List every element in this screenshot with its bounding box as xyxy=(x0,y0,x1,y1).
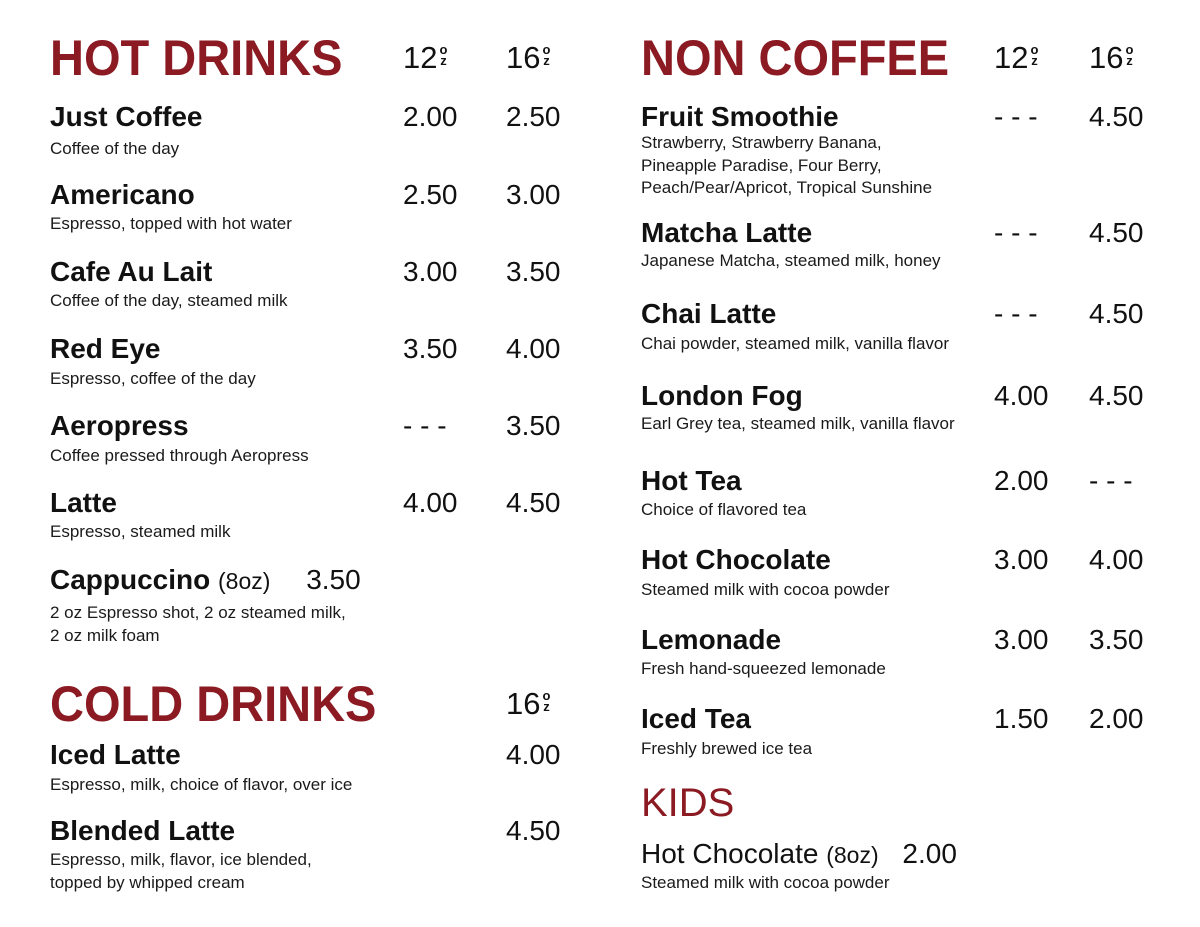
menu-item-size: (8oz) xyxy=(826,842,879,868)
menu-item-name: Americano xyxy=(50,179,195,210)
price-12oz: 3.50 xyxy=(403,333,458,364)
menu-item-name: Matcha Latte xyxy=(641,217,813,248)
price-12oz: 1.50 xyxy=(994,703,1049,734)
non-coffee-size-12oz: 12 o z xyxy=(994,40,1039,75)
hot-drinks-size-12oz: 12 o z xyxy=(403,40,448,75)
menu-item-description: Espresso, steamed milk xyxy=(50,522,231,541)
menu-item-name: Iced Latte xyxy=(50,739,181,770)
menu-item-description: Steamed milk with cocoa powder xyxy=(641,580,890,599)
menu-item-description: Chai powder, steamed milk, vanilla flavor xyxy=(641,334,950,353)
menu-item-price: 2.00 xyxy=(902,838,957,869)
menu-item-description: Espresso, milk, choice of flavor, over ice xyxy=(50,775,353,794)
menu-item-name: Hot Chocolate xyxy=(641,544,831,575)
price-16oz: 3.00 xyxy=(506,179,561,210)
menu-item-name: Red Eye xyxy=(50,333,161,364)
menu-item-description: Espresso, coffee of the day xyxy=(50,369,256,388)
price-16oz: 4.00 xyxy=(506,739,561,770)
price-16oz: 4.00 xyxy=(1089,544,1144,575)
menu-item-description: Coffee pressed through Aeropress xyxy=(50,446,309,465)
price-16oz: 3.50 xyxy=(1089,624,1144,655)
price-12oz: - - - xyxy=(403,410,447,441)
price-12oz: 4.00 xyxy=(403,487,458,518)
menu-item-name: Just Coffee xyxy=(50,101,203,132)
menu-item-name: Aeropress xyxy=(50,410,189,441)
price-16oz: 2.00 xyxy=(1089,703,1144,734)
price-12oz: - - - xyxy=(994,101,1038,132)
price-12oz: 3.00 xyxy=(994,624,1049,655)
price-12oz: 2.00 xyxy=(403,101,458,132)
menu-item-name: Cafe Au Lait xyxy=(50,256,213,287)
menu-item-cappuccino xyxy=(50,566,361,594)
menu-item-name: Hot Chocolate xyxy=(641,838,819,869)
menu-item-description: Coffee of the day, steamed milk xyxy=(50,291,288,310)
menu-item-description: Fresh hand-squeezed lemonade xyxy=(641,659,886,678)
menu-item-description: Steamed milk with cocoa powder xyxy=(641,873,890,892)
price-12oz: - - - xyxy=(994,298,1038,329)
menu-item-description: Choice of flavored tea xyxy=(641,500,807,519)
kids-heading: KIDS xyxy=(641,781,735,825)
price-16oz: 4.50 xyxy=(1089,101,1144,132)
price-16oz: 4.50 xyxy=(1089,380,1144,411)
non-coffee-size-16oz: 16 o z xyxy=(1089,40,1134,75)
price-12oz: 2.50 xyxy=(403,179,458,210)
price-16oz: 4.50 xyxy=(1089,217,1144,248)
menu-item-name: Blended Latte xyxy=(50,815,236,846)
price-12oz: 3.00 xyxy=(994,544,1049,575)
menu-item-description: Strawberry, Strawberry Banana, Pineapple Paradise, Four Berry, Peach/Pear/Apricot, Tropical Sunshine xyxy=(641,133,933,197)
price-16oz: 4.50 xyxy=(506,487,561,518)
price-16oz: 2.50 xyxy=(506,101,561,132)
price-16oz: 3.50 xyxy=(506,410,561,441)
price-12oz: 4.00 xyxy=(994,380,1049,411)
hot-drinks-heading: HOT DRINKS xyxy=(50,29,343,86)
menu-item-name: Fruit Smoothie xyxy=(641,101,839,132)
menu-item-description: Espresso, topped with hot water xyxy=(50,214,292,233)
menu-item-price: 3.50 xyxy=(306,564,361,595)
menu-item-description: Earl Grey tea, steamed milk, vanilla flavor xyxy=(641,414,955,433)
menu-item-name: Latte xyxy=(50,487,117,518)
price-16oz: 4.50 xyxy=(506,815,561,846)
price-12oz: - - - xyxy=(994,217,1038,248)
hot-drinks-size-16oz: 16 o z xyxy=(506,40,551,75)
menu-item-size: (8oz) xyxy=(218,568,271,594)
menu-item-name: Hot Tea xyxy=(641,465,742,496)
price-16oz: 4.50 xyxy=(1089,298,1144,329)
menu-item-name: Lemonade xyxy=(641,624,782,655)
menu-item-name: Cappuccino xyxy=(50,564,211,595)
price-16oz: 3.50 xyxy=(506,256,561,287)
menu-item-name: Chai Latte xyxy=(641,298,777,329)
menu-item-name: Iced Tea xyxy=(641,703,751,734)
menu-item-name: London Fog xyxy=(641,380,803,411)
menu-item-kids-hot-chocolate xyxy=(641,840,957,868)
menu-item-description: Japanese Matcha, steamed milk, honey xyxy=(641,251,941,270)
cold-drinks-heading: COLD DRINKS xyxy=(50,675,377,732)
cold-drinks-size-16oz: 16 o z xyxy=(506,686,551,721)
price-12oz: 2.00 xyxy=(994,465,1049,496)
price-16oz: 4.00 xyxy=(506,333,561,364)
menu-item-description: 2 oz Espresso shot, 2 oz steamed milk, 2 oz milk foam xyxy=(50,603,346,645)
price-16oz: - - - xyxy=(1089,465,1133,496)
menu-item-description: Freshly brewed ice tea xyxy=(641,739,813,758)
price-12oz: 3.00 xyxy=(403,256,458,287)
non-coffee-heading: NON COFFEE xyxy=(641,29,950,86)
menu-item-description: Espresso, milk, flavor, ice blended, topped by whipped cream xyxy=(50,850,312,892)
menu-item-description: Coffee of the day xyxy=(50,139,180,158)
